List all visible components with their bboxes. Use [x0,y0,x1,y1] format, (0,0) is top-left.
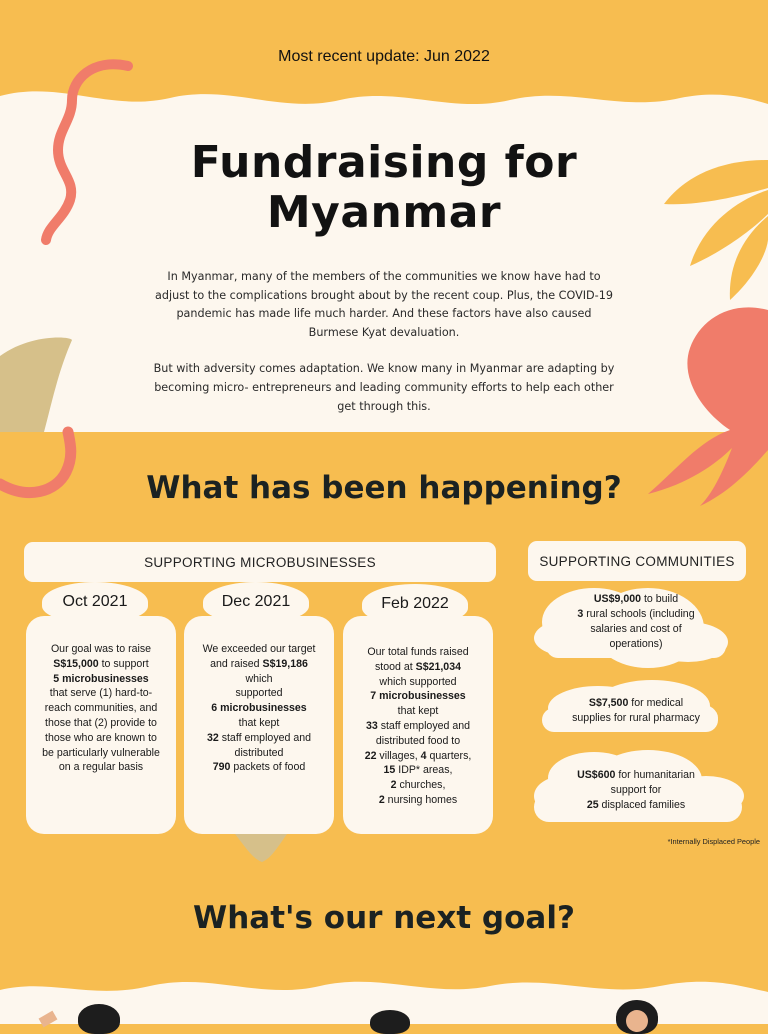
body-text: for medical [628,697,684,709]
community-item-line [546,783,726,798]
body-text: IDP* areas, [395,764,453,777]
body-text: We exceeded our target [202,643,316,655]
body-text: and raised [210,657,263,670]
highlight-text: US$9,000 [593,593,641,605]
body-text: nursing homes [384,793,458,806]
body-text: distributed [234,746,284,759]
timeline-card-line [34,657,168,672]
highlight-text: 2 [378,793,385,806]
timeline-card-line [192,657,326,672]
section-heading-happening: What has been happening? [146,470,622,506]
timeline-card-line [351,704,485,719]
timeline-card-line [192,760,326,775]
timeline-card-line [192,701,326,716]
highlight-text: 33 [365,719,378,732]
date-bubble-feb-2022: Feb 2022 [362,584,468,624]
highlight-text: 5 microbusinesses [53,672,149,685]
community-item-line [544,696,728,711]
community-item-line [544,711,728,726]
body-text: support for [610,784,662,796]
timeline-card-line [351,645,485,660]
timeline-card-line [192,716,326,731]
body-text: quarters, [426,749,472,762]
body-text: for humanitarian [615,769,695,781]
person-face-3 [626,1010,648,1032]
highlight-text: 4 [420,749,427,762]
person-illustration-1 [78,1004,120,1034]
body-text: to build [641,593,679,605]
community-item-schools [546,592,726,652]
timeline-card-line [34,701,168,716]
timeline-card-line [34,731,168,746]
highlight-text: 25 [586,799,599,811]
body-text: to support [98,657,149,670]
highlight-text: S$21,034 [415,660,461,673]
timeline-card-line [34,642,168,657]
highlight-text: 22 [364,749,377,762]
communities-label: SUPPORTING COMMUNITIES [528,541,746,581]
body-text: supplies for rural pharmacy [572,712,700,724]
community-item-line [546,768,726,783]
body-text: operations) [609,638,663,650]
timeline-card-oct-2021 [26,616,176,834]
timeline-card-line [192,746,326,761]
timeline-card-line [192,672,326,687]
timeline-card-line [192,731,326,746]
person-illustration-2 [370,1010,410,1034]
body-text: staff employed and [218,731,312,744]
date-bubble-oct-2021: Oct 2021 [42,582,148,622]
body-text: packets of food [230,761,306,774]
intro-paragraph-1: In Myanmar, many of the members of the communities we know have had to adjust to the complications brought about by the recent coup. Plus, the COVID-19 pandemic has made life much harder. And these factors have also caused Burmese Kyat devaluation. [155,270,613,339]
body-text: that serve (1) hard-to- [49,687,153,700]
community-item-line [546,607,726,622]
microbusinesses-label: SUPPORTING MICROBUSINESSES [24,542,496,582]
community-item-line [546,592,726,607]
date-bubble-dec-2021: Dec 2021 [203,582,309,622]
body-text: those who are known to [45,731,157,744]
timeline-card-line [192,686,326,701]
timeline-card-line [351,719,485,734]
title-line-2: Myanmar [266,187,502,238]
intro-text [150,268,618,416]
timeline-card-line [351,660,485,675]
timeline-card-line [351,689,485,704]
timeline-card-line [34,716,168,731]
section-heading-next-goal: What's our next goal? [193,900,575,936]
body-text: that kept [397,705,439,718]
page-title [100,138,668,238]
timeline-card-dec-2021 [184,616,334,834]
khaki-drop-shape [232,830,290,862]
timeline-card-line [34,686,168,701]
body-text: distributed food to [375,734,461,747]
body-text: be particularly vulnerable [42,746,160,759]
body-text: which [245,672,273,685]
body-text: reach communities, and [44,702,158,715]
footnote: *Internally Displaced People [667,837,760,846]
body-text: on a regular basis [58,761,144,774]
timeline-card-line [351,749,485,764]
body-text: that kept [238,716,280,729]
body-text: displaced families [598,799,686,811]
community-item-line [546,622,726,637]
body-text: those that (2) provide to [45,716,157,729]
body-text: villages, [376,749,421,762]
highlight-text: 790 [212,761,231,774]
body-text: Our total funds raised [367,646,469,658]
timeline-card-line [34,746,168,761]
body-text: supported [235,687,283,700]
community-item-medical [544,696,728,726]
timeline-card-line [192,642,326,657]
highlight-text: 6 microbusinesses [211,702,307,715]
highlight-text: 3 [577,608,584,620]
timeline-card-line [34,672,168,687]
body-text: which supported [379,675,457,688]
timeline-card-line [351,793,485,808]
timeline-card-line [351,734,485,749]
timeline-card-line [351,778,485,793]
title-line-1: Fundraising for [190,137,578,188]
body-text: Our goal was to raise [50,643,152,655]
highlight-text: S$15,000 [53,657,99,670]
highlight-text: 7 microbusinesses [370,690,466,703]
body-text: churches, [396,779,446,792]
highlight-text: S$19,186 [262,657,308,670]
timeline-card-line [351,763,485,778]
timeline-card-line [34,760,168,775]
body-text: staff employed and [377,719,471,732]
community-item-line [546,637,726,652]
highlight-text: 32 [206,731,219,744]
highlight-text: US$600 [577,769,616,781]
highlight-text: S$7,500 [588,697,629,709]
highlight-text: 15 [383,764,396,777]
timeline-card-feb-2022 [343,616,493,834]
update-text: Most recent update: Jun 2022 [278,48,490,65]
body-text: rural schools (including [583,608,695,620]
highlight-text: 2 [390,779,397,792]
body-text: salaries and cost of [590,623,682,635]
community-item-line [546,798,726,813]
intro-paragraph-2: But with adversity comes adaptation. We know many in Myanmar are adapting by becoming micro- entrepreneurs and leading community efforts to help each other get through this. [153,362,615,413]
community-item-humanitarian [546,768,726,813]
timeline-card-line [351,675,485,690]
body-text: stood at [374,660,416,673]
